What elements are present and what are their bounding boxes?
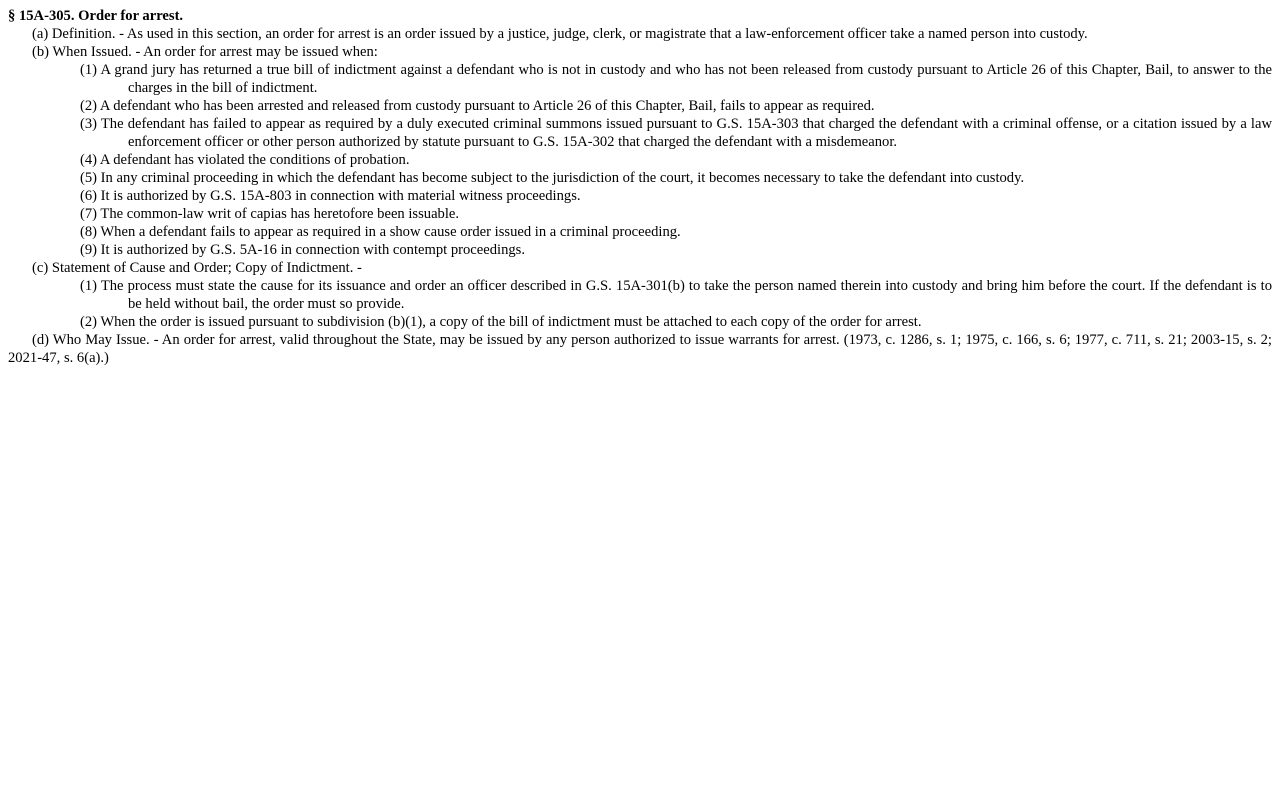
- subdivision-b7: (7) The common-law writ of capias has heretofore been issuable.: [80, 206, 460, 222]
- subdivision-c2: (2) When the order is issued pursuant to subdivision (b)(1), a copy of the bill of indictment must be attached to each copy of the order for arrest.: [80, 314, 922, 330]
- subdivision-b9: (9) It is authorized by G.S. 5A-16 in connection with contempt proceedings.: [80, 242, 526, 258]
- subdivision-b8: (8) When a defendant fails to appear as required in a show cause order issued in a criminal proceeding.: [80, 224, 681, 240]
- subsection-b-when-issued: (b) When Issued. - An order for arrest may be issued when:: [32, 44, 378, 60]
- statute-document: [0, 0, 1280, 367]
- subdivision-b1: (1) A grand jury has returned a true bill of indictment against a defendant who is not in custody and who has not been released from custody pursuant to Article 26 of this Chapter, Bail, to answer to the charges in the bill of indictment.: [80, 62, 1272, 96]
- subdivision-b4: (4) A defendant has violated the conditions of probation.: [80, 152, 410, 168]
- subdivision-c1: (1) The process must state the cause for its issuance and order an officer described in G.S. 15A-301(b) to take the person named therein into custody and bring him before the court. If the defendant is to be held without bail, the order must so provide.: [80, 278, 1272, 312]
- subsection-d-who-may-issue: (d) Who May Issue. - An order for arrest, valid throughout the State, may be issued by any person authorized to issue warrants for arrest. (1973, c. 1286, s. 1; 1975, c. 166, s. 6; 1977, c. 711, s. 21; 2003-15, s. 2; 2021-47, s. 6(a).): [8, 332, 1272, 366]
- subsection-c-statement-of-cause: (c) Statement of Cause and Order; Copy of Indictment. -: [32, 260, 362, 276]
- subsection-a-definition: (a) Definition. - As used in this section, an order for arrest is an order issued by a justice, judge, clerk, or magistrate that a law-enforcement officer take a named person into custody.: [32, 26, 1088, 42]
- subdivision-b5: (5) In any criminal proceeding in which the defendant has become subject to the jurisdiction of the court, it becomes necessary to take the defendant into custody.: [80, 170, 1025, 186]
- subdivision-b3: (3) The defendant has failed to appear as required by a duly executed criminal summons issued pursuant to G.S. 15A-303 that charged the defendant with a criminal offense, or a citation issued by a law enforcement officer or other person authorized by statute pursuant to G.S. 15A-302 that charged the defendant with a misdemeanor.: [80, 116, 1272, 150]
- section-heading: § 15A-305. Order for arrest.: [8, 8, 184, 24]
- subdivision-b2: (2) A defendant who has been arrested and released from custody pursuant to Article 26 of this Chapter, Bail, fails to appear as required.: [80, 98, 875, 114]
- subdivision-b6: (6) It is authorized by G.S. 15A-803 in connection with material witness proceedings.: [80, 188, 581, 204]
